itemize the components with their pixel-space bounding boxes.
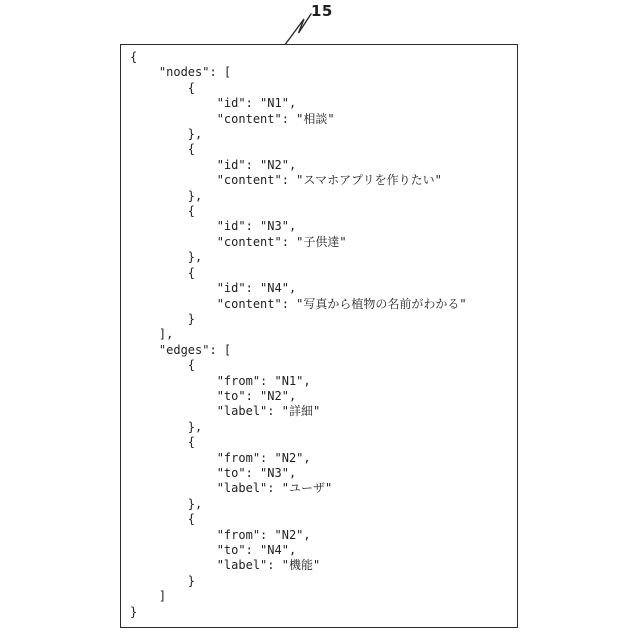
json-listing-box [120,44,518,628]
json-code-listing: { "nodes": [ { "id": "N1", "content": "相談" }, { "id": "N2", "content": "スマホアプリを作りたい" }, { "id": "N3", "content": "子供達" }, { "id": "N4", "content": "写真から植物の名前がわかる" } ], "edges": [ { "from": "N1", "to": "N2", "label": "詳細" }, { "from": "N2", "to": "N3", "label": "ユーザ" }, { "from": "N2", "to": "N4", "label": "機能" } ] } [130,50,467,619]
figure-reference-number: 15 [311,2,333,20]
